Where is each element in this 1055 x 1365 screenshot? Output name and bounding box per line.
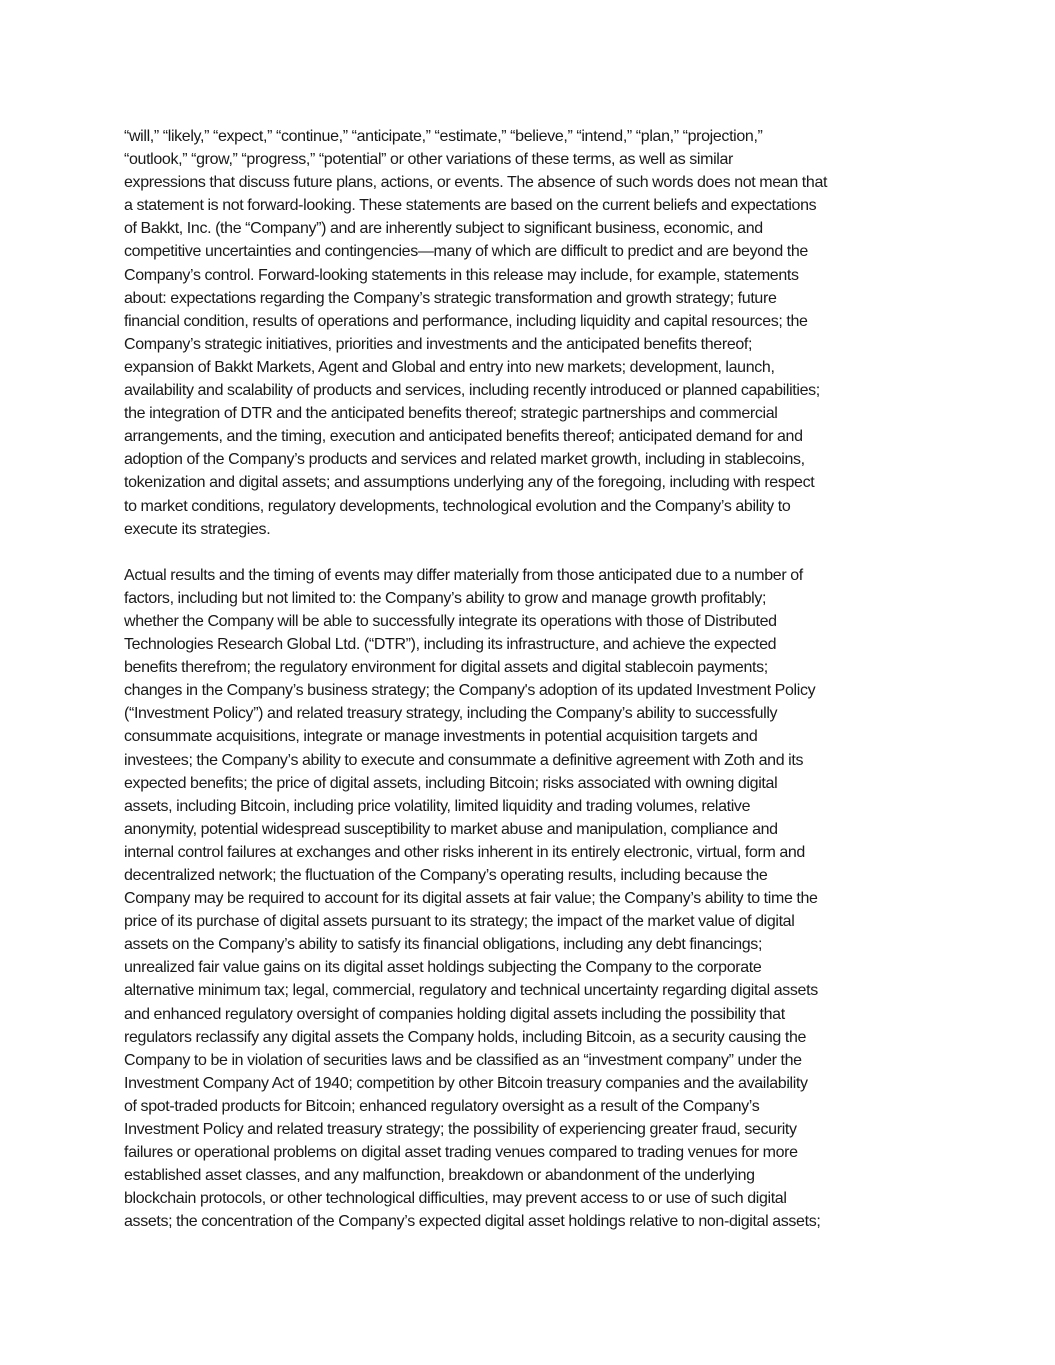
text-line: assets; the concentration of the Company’s expected digital asset holdings relative to non-digital assets; (124, 1213, 821, 1231)
text-line: blockchain protocols, or other technological difficulties, may prevent access to or use of such digital (124, 1190, 787, 1208)
text-line: “outlook,” “grow,” “progress,” “potential” or other variations of these terms, as well as similar (124, 151, 734, 169)
text-line: Company’s strategic initiatives, priorities and investments and the anticipated benefits thereof; (124, 335, 753, 353)
text-line: tokenization and digital assets; and assumptions underlying any of the foregoing, including with respect (124, 474, 815, 492)
text-line: expected benefits; the price of digital assets, including Bitcoin; risks associated with owning digital (124, 774, 778, 792)
text-line: whether the Company will be able to successfully integrate its operations with those of Distributed (124, 612, 777, 630)
text-line: expressions that discuss future plans, actions, or events. The absence of such words does not mean that (124, 174, 828, 192)
text-line: established asset classes, and any malfunction, breakdown or abandonment of the underlying (124, 1167, 755, 1185)
text-line: consummate acquisitions, integrate or manage investments in potential acquisition targets and (124, 728, 758, 746)
text-line: adoption of the Company’s products and services and related market growth, including in stablecoins, (124, 451, 805, 469)
text-line: about: expectations regarding the Company’s strategic transformation and growth strategy; future (124, 289, 777, 307)
text-line: unrealized fair value gains on its digital asset holdings subjecting the Company to the corporate (124, 959, 762, 977)
text-line: Actual results and the timing of events may differ materially from those anticipated due to a number of (124, 566, 803, 584)
text-line: internal control failures at exchanges and other risks inherent in its entirely electronic, virtual, form and (124, 843, 805, 861)
text-line: a statement is not forward-looking. These statements are based on the current beliefs and expectations (124, 197, 817, 215)
text-line: to market conditions, regulatory developments, technological evolution and the Company’s ability to (124, 497, 791, 515)
text-line: Company may be required to account for its digital assets at fair value; the Company’s ability to time the (124, 890, 818, 908)
text-line: alternative minimum tax; legal, commercial, regulatory and technical uncertainty regarding digital assets (124, 982, 818, 1000)
text-line: execute its strategies. (124, 520, 271, 538)
text-line: expansion of Bakkt Markets, Agent and Global and entry into new markets; development, launch, (124, 358, 775, 376)
paragraph (124, 125, 942, 541)
text-line: Technologies Research Global Ltd. (“DTR”), including its infrastructure, and achieve the expected (124, 636, 777, 654)
text-line: and enhanced regulatory oversight of companies holding digital assets including the possibility that (124, 1005, 785, 1023)
text-line: regulators reclassify any digital assets the Company holds, including Bitcoin, as a security causing the (124, 1028, 807, 1046)
text-line: anonymity, potential widespread susceptibility to market abuse and manipulation, compliance and (124, 820, 778, 838)
text-line: of Bakkt, Inc. (the “Company”) and are inherently subject to significant business, economic, and (124, 220, 763, 238)
text-line: benefits therefrom; the regulatory environment for digital assets and digital stablecoin payments; (124, 659, 768, 677)
text-line: of spot-traded products for Bitcoin; enhanced regulatory oversight as a result of the Company’s (124, 1097, 760, 1115)
text-line: Investment Company Act of 1940; competition by other Bitcoin treasury companies and the availability (124, 1074, 808, 1092)
text-line: the integration of DTR and the anticipated benefits thereof; strategic partnerships and commercial (124, 405, 778, 423)
paragraph (124, 564, 942, 1234)
text-line: factors, including but not limited to: the Company’s ability to grow and manage growth profitably; (124, 589, 767, 607)
text-line: financial condition, results of operations and performance, including liquidity and capital resources; the (124, 312, 808, 330)
text-line: assets on the Company’s ability to satisfy its financial obligations, including any debt financings; (124, 936, 763, 954)
text-line: investees; the Company’s ability to execute and consummate a definitive agreement with Zoth and its (124, 751, 804, 769)
text-line: changes in the Company’s business strategy; the Company's adoption of its updated Investment Policy (124, 682, 816, 700)
text-line: Investment Policy and related treasury strategy; the possibility of experiencing greater fraud, security (124, 1121, 797, 1139)
text-line: decentralized network; the fluctuation of the Company’s operating results, including because the (124, 867, 768, 884)
text-line: Company’s control. Forward-looking statements in this release may include, for example, statements (124, 266, 799, 284)
text-line: “will,” “likely,” “expect,” “continue,” “anticipate,” “estimate,” “believe,” “intend,” “plan,” “projection,” (124, 128, 763, 145)
text-line: availability and scalability of products and services, including recently introduced or planned capabilities; (124, 382, 820, 400)
text-line: price of its purchase of digital assets pursuant to its strategy; the impact of the market value of digital (124, 913, 795, 931)
text-line: competitive uncertainties and contingencies—many of which are difficult to predict and are beyond the (124, 243, 808, 261)
text-line: arrangements, and the timing, execution and anticipated benefits thereof; anticipated demand for and (124, 428, 803, 446)
text-line: Company to be in violation of securities laws and be classified as an “investment company” under the (124, 1051, 802, 1069)
document-body (124, 125, 942, 1234)
text-line: failures or operational problems on digital asset trading venues compared to trading venues for more (124, 1144, 798, 1162)
text-line: (“Investment Policy”) and related treasury strategy, including the Company’s ability to successfully (124, 705, 778, 723)
text-line: assets, including Bitcoin, including price volatility, limited liquidity and trading volumes, relative (124, 797, 751, 815)
